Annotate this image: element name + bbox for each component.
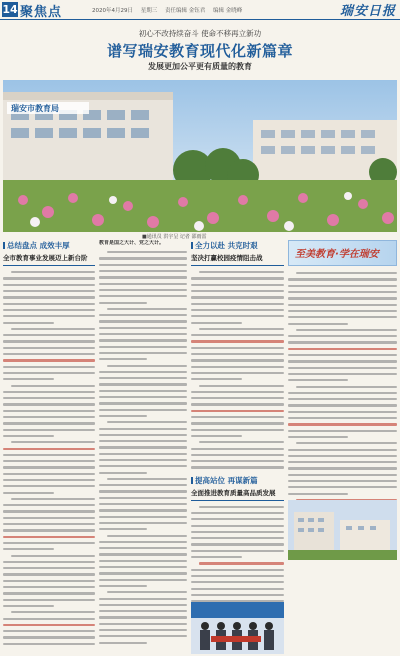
column-epidemic bbox=[191, 240, 284, 654]
headline-subtitle: 发展更加公平更有质量的教育 bbox=[148, 62, 252, 71]
article-body-text bbox=[99, 249, 187, 646]
quality-section-subtitle: 全面推进教育质量高品质发展 bbox=[191, 488, 276, 497]
newspaper-masthead: 瑞安日报 bbox=[339, 4, 396, 19]
banner-title: 至美教育·学在瑞安 bbox=[295, 249, 379, 260]
column-right bbox=[288, 240, 397, 654]
epidemic-section-subtitle: 坚决打赢校园疫情阻击战 bbox=[191, 254, 263, 262]
section-name: 聚焦点 bbox=[20, 5, 63, 20]
building-sign: 瑞安市教育局 bbox=[11, 104, 59, 113]
quality-section-title: 提高站位 再谋新篇 bbox=[191, 475, 284, 486]
text-line bbox=[3, 641, 95, 647]
page-designer: 编辑 金晓峰 bbox=[213, 8, 243, 14]
epidemic-section-title: 全力以赴 共克时艰 bbox=[191, 240, 284, 251]
slogan-banner bbox=[288, 240, 397, 266]
headline-kicker: 初心不改持续奋斗 使命不移再立新功 bbox=[138, 29, 262, 38]
main-headline: 谱写瑞安教育现代化新篇章 bbox=[106, 42, 293, 60]
column-summary bbox=[3, 240, 95, 654]
intro-lead: 教育是国之大计、党之大计。 bbox=[99, 240, 165, 246]
issue-weekday: 星期三 bbox=[140, 8, 158, 14]
header-meta bbox=[92, 6, 248, 14]
summary-section-title: 总结盘点 成效丰厚 bbox=[3, 240, 95, 251]
article-body-text bbox=[191, 269, 284, 471]
school-building-photo bbox=[3, 80, 397, 232]
page-number: 14 bbox=[2, 3, 18, 16]
responsible-editor: 责任编辑 金钰君 bbox=[165, 8, 206, 14]
article-body-text bbox=[3, 269, 95, 647]
text-line bbox=[191, 464, 284, 470]
photo-caption: ■通讯员 洪宇呈 记者 邵雨雷 bbox=[142, 234, 207, 240]
issue-date: 2020年4月29日 bbox=[92, 8, 133, 14]
page-header bbox=[0, 0, 400, 20]
article-body-text bbox=[288, 270, 397, 509]
summary-section-subtitle: 全市教育事业发展迈上新台阶 bbox=[3, 254, 88, 262]
campus-photo bbox=[288, 500, 397, 560]
text-line bbox=[99, 639, 187, 645]
lead-photo bbox=[3, 80, 397, 232]
column-intro bbox=[99, 240, 187, 654]
ceremony-photo bbox=[191, 602, 284, 654]
